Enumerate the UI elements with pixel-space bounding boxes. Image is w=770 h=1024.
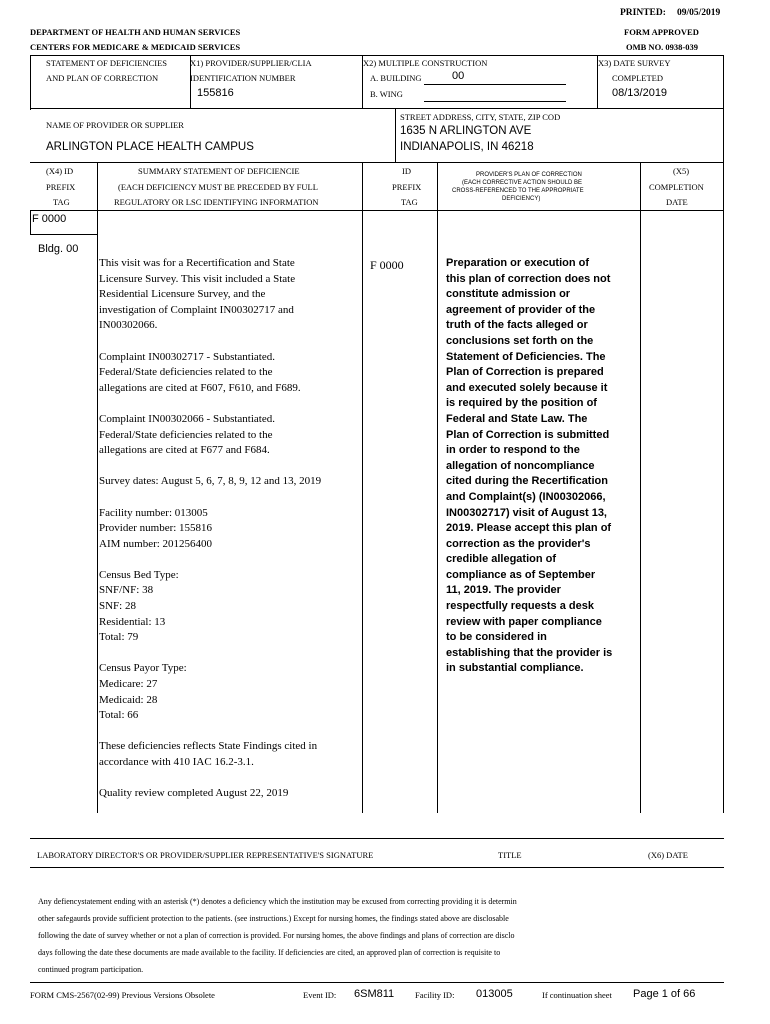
poc-line: in order to respond to the xyxy=(446,444,580,457)
summary-paragraph xyxy=(99,256,359,334)
provider-id-value: 155816 xyxy=(197,87,234,99)
facility-id-value: 013005 xyxy=(476,988,513,1000)
poc-line: respectfully requests a desk xyxy=(446,600,594,613)
plan-label: AND PLAN OF CORRECTION xyxy=(46,73,159,83)
col-poc-title: PROVIDER'S PLAN OF CORRECTION xyxy=(476,172,582,178)
poc-line: and executed solely because it xyxy=(446,381,608,394)
summary-line: Total: 79 xyxy=(99,631,139,644)
poc-line: in substantial compliance. xyxy=(446,662,584,675)
poc-line: compliance as of September xyxy=(446,568,596,581)
building-value: 00 xyxy=(452,70,465,82)
address-label: STREET ADDRESS, CITY, STATE, ZIP COD xyxy=(400,112,561,122)
summary-paragraph xyxy=(99,661,359,723)
summary-paragraph xyxy=(99,786,359,802)
col-summary-title: SUMMARY STATEMENT OF DEFICIENCIE xyxy=(138,166,300,176)
printed-date: 09/05/2019 xyxy=(677,8,721,18)
col-x5: (X5) xyxy=(673,166,690,176)
summary-paragraph xyxy=(99,568,359,646)
col-poc-note1: (EACH CORRECTIVE ACTION SHOULD BE xyxy=(462,180,583,186)
poc-line: this plan of correction does not xyxy=(446,272,611,285)
col-x4-id: (X4) ID xyxy=(46,166,74,176)
x1-label: X1) PROVIDER/SUPPLIER/CLIA xyxy=(190,58,312,68)
summary-line: Survey dates: August 5, 6, 7, 8, 9, 12 and 13, 2019 xyxy=(99,475,322,488)
summary-line: AIM number: 201256400 xyxy=(99,537,213,550)
summary-line: Residential: 13 xyxy=(99,615,166,628)
city-state-zip: INDIANAPOLIS, IN 46218 xyxy=(400,141,534,153)
summary-line: Total: 66 xyxy=(99,709,139,722)
col-summary-note2: REGULATORY OR LSC IDENTIFYING INFORMATION xyxy=(114,197,319,207)
tag-left: F 0000 xyxy=(32,213,67,225)
building-tag: Bldg. 00 xyxy=(38,243,79,255)
poc-line: Plan of Correction is prepared xyxy=(446,366,604,379)
poc-line: review with paper compliance xyxy=(446,615,602,628)
disclaimer-line: days following the date these documents are made available to the facility. If deficiencies are cited, an approved plan of correction is requisite to xyxy=(38,948,501,957)
wing-label: B. WING xyxy=(370,89,403,99)
building-label: A. BUILDING xyxy=(370,73,422,83)
department-name: DEPARTMENT OF HEALTH AND HUMAN SERVICES xyxy=(30,27,241,37)
poc-line: cited during the Recertification xyxy=(446,475,608,488)
summary-line: IN00302066. xyxy=(99,319,158,332)
summary-line: Quality review completed August 22, 2019 xyxy=(99,787,289,800)
poc-line: allegation of noncompliance xyxy=(446,459,595,472)
signature-label: LABORATORY DIRECTOR'S OR PROVIDER/SUPPLIER REPRESENTATIVE'S SIGNATURE xyxy=(37,850,374,860)
col-poc-note2: CROSS-REFERENCED TO THE APPROPRIATE xyxy=(452,188,584,194)
col-poc-note3: DEFICIENCY) xyxy=(502,196,541,202)
col-prefix: PREFIX xyxy=(392,182,422,192)
summary-line: Complaint IN00302066 - Substantiated. xyxy=(99,412,275,425)
summary-line: This visit was for a Recertification and State xyxy=(99,257,295,269)
poc-line: correction as the provider's xyxy=(446,537,591,550)
poc-line: IN00302717) visit of August 13, xyxy=(446,506,607,519)
summary-line: accordance with 410 IAC 16.2-3.1. xyxy=(99,756,254,768)
summary-paragraph xyxy=(99,350,359,397)
disclaimer-line: Any defiencystatement ending with an asterisk (*) denotes a deficiency which the institution may be excused from correcting providing it is determin xyxy=(38,897,517,906)
date-label: (X6) DATE xyxy=(648,850,688,860)
poc-line: Statement of Deficiencies. The xyxy=(446,350,606,363)
form-approved: FORM APPROVED xyxy=(624,27,699,37)
plan-of-correction xyxy=(446,256,616,677)
col-id: ID xyxy=(402,166,411,176)
printed-label: PRINTED: xyxy=(620,8,666,18)
disclaimer-line: other safegaurds provide sufficient protection to the patients. (see instructions.) Except for nursing homes, the findings stated above are disclosable xyxy=(38,914,509,923)
summary-line: Residential Licensure Survey, and the xyxy=(99,288,266,301)
statement-label: STATEMENT OF DEFICIENCIES xyxy=(46,58,168,68)
summary-line: These deficiencies reflects State Findings cited in xyxy=(99,740,318,753)
poc-line: Plan of Correction is submitted xyxy=(446,428,610,441)
summary-line: Medicaid: 28 xyxy=(99,693,158,706)
poc-line: is required by the position of xyxy=(446,397,597,410)
summary-line: Medicare: 27 xyxy=(99,678,158,691)
summary-line: Provider number: 155816 xyxy=(99,522,213,535)
summary-line: Census Payor Type: xyxy=(99,662,187,675)
provider-name: ARLINGTON PLACE HEALTH CAMPUS xyxy=(46,141,254,153)
poc-line: truth of the facts alleged or xyxy=(446,319,588,332)
summary-line: Census Bed Type: xyxy=(99,568,179,581)
page-number: Page 1 of 66 xyxy=(633,988,696,1000)
col-summary-note: (EACH DEFICIENCY MUST BE PRECEDED BY FULL xyxy=(118,182,318,192)
summary-line: Facility number: 013005 xyxy=(99,506,208,519)
poc-line: 11, 2019. The provider xyxy=(446,584,561,597)
completed-label: COMPLETED xyxy=(612,73,663,83)
summary-line: allegations are cited at F677 and F684. xyxy=(99,444,270,457)
poc-line: 2019. Please accept this plan of xyxy=(446,522,612,535)
poc-line: to be considered in xyxy=(446,631,547,644)
disclaimer xyxy=(38,893,738,978)
summary-line: SNF: 28 xyxy=(99,600,136,613)
poc-line: Preparation or execution of xyxy=(446,257,590,269)
event-id-label: Event ID: xyxy=(303,990,337,1000)
title-label: TITLE xyxy=(498,850,522,860)
summary-paragraph xyxy=(99,506,359,553)
disclaimer-line: following the date of survey whether or not a plan of correction is provided. For nursing homes, the above findings and plans of correction are disclo xyxy=(38,931,515,940)
street-address: 1635 N ARLINGTON AVE xyxy=(400,125,532,137)
col-x4-prefix: PREFIX xyxy=(46,182,76,192)
survey-date-value: 08/13/2019 xyxy=(612,87,668,99)
provider-name-label: NAME OF PROVIDER OR SUPPLIER xyxy=(46,120,184,130)
summary-paragraph xyxy=(99,739,359,770)
poc-line: credible allegation of xyxy=(446,553,557,566)
poc-line: establishing that the provider is xyxy=(446,646,613,659)
summary-line: Licensure Survey. This visit included a State xyxy=(99,272,296,285)
poc-line: constitute admission or xyxy=(446,288,571,301)
poc-line: agreement of provider of the xyxy=(446,303,596,316)
x3-label: X3) DATE SURVEY xyxy=(598,58,671,68)
x2-label: X2) MULTIPLE CONSTRUCTION xyxy=(363,58,488,68)
centers-name: CENTERS FOR MEDICARE & MEDICAID SERVICES xyxy=(30,42,241,52)
summary-statement xyxy=(99,256,359,817)
tag-right: F 0000 xyxy=(370,258,404,272)
summary-line: Complaint IN00302717 - Substantiated. xyxy=(99,350,275,363)
summary-line: Federal/State deficiencies related to the xyxy=(99,366,273,379)
summary-line: SNF/NF: 38 xyxy=(99,584,154,597)
facility-id-label: Facility ID: xyxy=(415,990,455,1000)
col-date: DATE xyxy=(666,197,688,207)
col-x4-tag: TAG xyxy=(53,197,70,207)
poc-line: Federal and State Law. The xyxy=(446,412,588,425)
poc-line: conclusions set forth on the xyxy=(446,334,594,347)
disclaimer-line: continued program participation. xyxy=(38,965,144,974)
col-completion: COMPLETION xyxy=(649,182,704,192)
summary-paragraph xyxy=(99,474,359,490)
id-number-label: IDENTIFICATION NUMBER xyxy=(190,73,296,83)
omb-number: OMB NO. 0938-039 xyxy=(626,42,699,52)
summary-paragraph xyxy=(99,412,359,459)
summary-line: Federal/State deficiencies related to the xyxy=(99,428,273,441)
poc-line: and Complaint(s) (IN00302066, xyxy=(446,490,606,503)
summary-line: allegations are cited at F607, F610, and F689. xyxy=(99,381,301,394)
form-number: FORM CMS-2567(02-99) Previous Versions Obsolete xyxy=(30,990,215,1000)
event-id-value: 6SM811 xyxy=(354,988,395,1000)
col-tag: TAG xyxy=(401,197,418,207)
summary-line: investigation of Complaint IN00302717 and xyxy=(99,303,294,316)
continuation-label: If continuation sheet xyxy=(542,990,612,1000)
